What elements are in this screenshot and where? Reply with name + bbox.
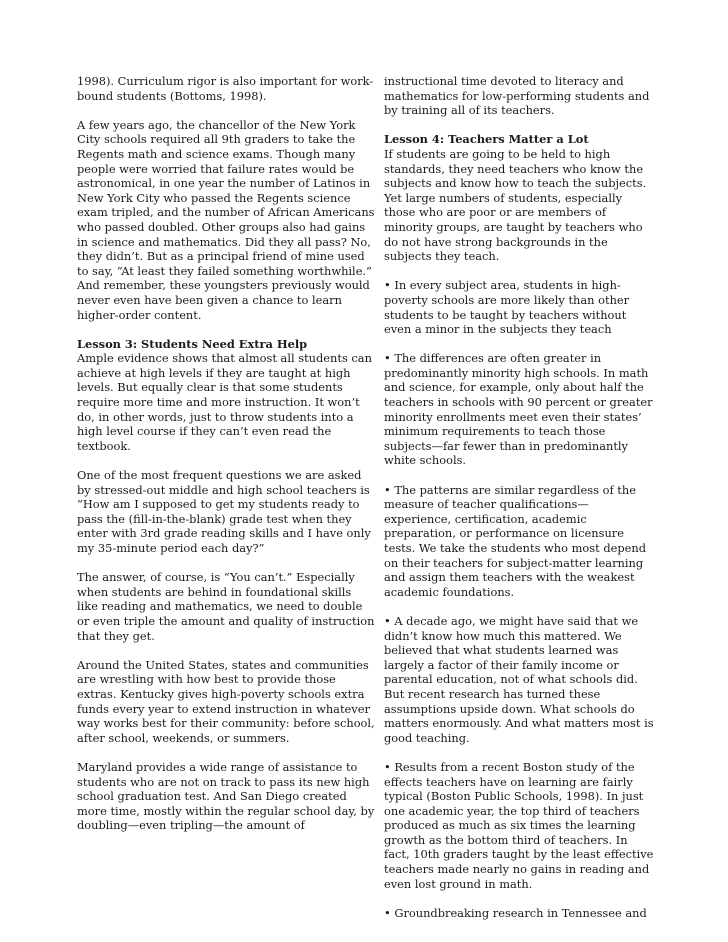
bullet-item: • The differences are often greater in predominantly minority high schools. In math and science, for example, only about half the teachers in schools with 90 percent or greater minority enrollments meet even their states’ minimum requirements to teach those subjects—far fewer than in predominantly white schools.: [384, 351, 653, 468]
paragraph: 1998). Curriculum rigor is also important for work-bound students (Bottoms, 1998).: [77, 74, 374, 103]
bullet-item: • The patterns are similar regardless of the measure of teacher qualifications—experience, certification, academic preparation, or performance on licensure tests. We take the students who most depend on their teachers for subject-matter learning and assign them teachers with the weakest academic foundations.: [384, 482, 647, 599]
paragraph: instructional time devoted to literacy and mathematics for low-performing students and by training all of its teachers.: [384, 74, 650, 118]
left-column: [77, 74, 375, 847]
lesson-3-heading: Lesson 3: Students Need Extra Help: [77, 336, 308, 351]
lesson-3-body: Ample evidence shows that almost all students can achieve at high levels if they are taught at high levels. But equally clear is that some students require more time and more instruction. It won’t do, in other words, just to throw students into a high level course if they can’t even read the textbook.: [77, 351, 372, 453]
lesson-4-body: If students are going to be held to high standards, they need teachers who know the subjects and know how to teach the subjects. Yet large numbers of students, especially those who are poor or are members of minority groups, are taught by teachers who do not have strong backgrounds in the subjects they teach.: [384, 146, 647, 264]
bullet-item: • In every subject area, students in high-poverty schools are more likely than other students to be taught by teachers without even a minor in the subjects they teach: [384, 278, 630, 337]
lesson-3-section: [77, 337, 375, 454]
bullet-item: • Results from a recent Boston study of the effects teachers have on learning are fairly typical (Boston Public Schools, 1998). In just one academic year, the top third of teachers produced as much as six times the learning growth as the bottom third of teachers. In fact, 10th graders taught by the least effective teachers made nearly no gains in reading and even lost ground in math.: [384, 759, 654, 891]
paragraph: Around the United States, states and communities are wrestling with how best to provide those extras. Kentucky gives high-poverty schools extra funds every year to extend instruction in whatever way works best for their community: before school, after school, weekends, or summers.: [77, 657, 375, 745]
paragraph: The answer, of course, is “You can’t.” Especially when students are behind in foundational skills like reading and mathematics, we need to double or even triple the amount and quality of instruction that they get.: [77, 570, 375, 643]
right-column: [384, 74, 654, 935]
bullet-item: • Groundbreaking research in Tennessee and: [384, 905, 647, 920]
lesson-4-heading: Lesson 4: Teachers Matter a Lot: [384, 132, 589, 147]
paragraph: One of the most frequent questions we are asked by stressed-out middle and high school teachers is “How am I supposed to get my students ready to pass the (fill-in-the-blank) grade test when they enter with 3rd grade reading skills and I have only my 35-minute period each day?”: [77, 468, 371, 555]
paragraph: A few years ago, the chancellor of the New York City schools required all 9th graders to take the Regents math and science exams. Though many people were worried that failure rates would be astronomical, in one year the number of Latinos in New York City who passed the Regents science exam tripled, and the number of African Americans who passed doubled. Other groups also had gains in science and mathematics. Did they all pass? No, they didn’t. But as a principal friend of mine used to say, “At least they failed something worthwhile.” And remember, these youngsters previously would never even have been given a chance to learn higher-order content.: [77, 117, 375, 322]
paragraph: Maryland provides a wide range of assistance to students who are not on track to pass its new high school graduation test. And San Diego created more time, mostly within the regular school day, by doubling—even tripling—the amount of: [77, 759, 375, 833]
bullet-item: • A decade ago, we might have said that we didn’t know how much this mattered. We believed that what students learned was largely a factor of their family income or parental education, not of what schools did. But recent research has turned these assumptions upside down. What schools do matters enormously. And what matters most is good teaching.: [384, 613, 654, 745]
lesson-4-section: [384, 132, 654, 263]
